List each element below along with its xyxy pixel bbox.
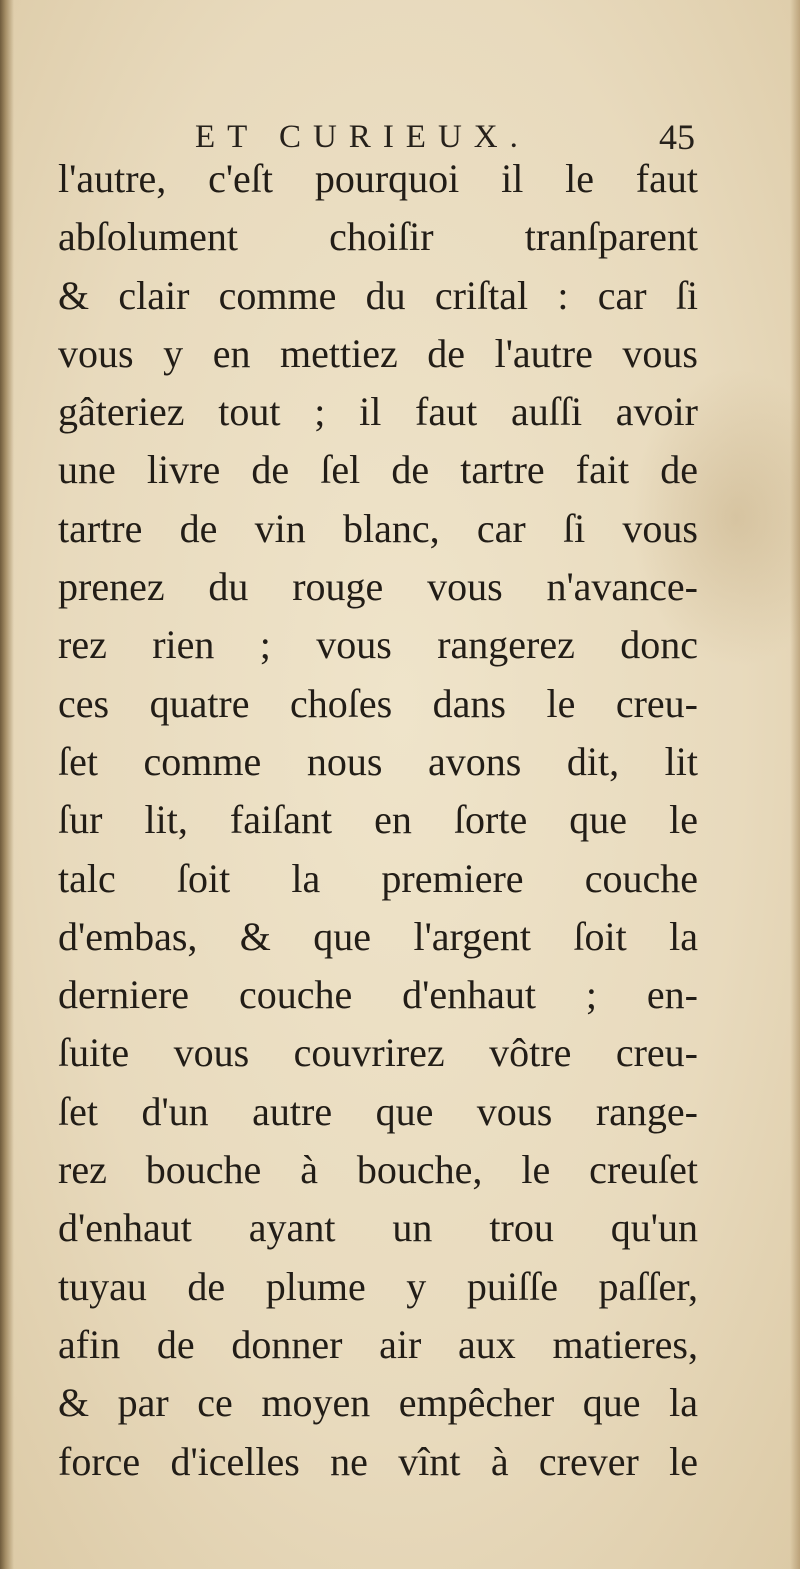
text-line: l'autre, c'eſt pourquoi il le faut — [58, 156, 698, 201]
text-line: afin de donner air aux matieres, — [58, 1321, 698, 1367]
text-line: d'enhaut ayant un trou qu'un — [58, 1205, 698, 1251]
page-gutter — [0, 0, 14, 1569]
page-number: 45 — [659, 117, 695, 157]
text-line: force d'icelles ne vînt à crever le — [58, 1438, 698, 1484]
text-line: ſuite vous couvrirez vôtre creu- — [58, 1030, 698, 1076]
text-line: vous y en mettiez de l'autre vous — [58, 330, 698, 376]
text-line: ſet d'un autre que vous range- — [58, 1088, 698, 1134]
text-line: prenez du rouge vous n'avance- — [58, 564, 698, 610]
text-line: rez rien ; vous rangerez donc — [58, 622, 698, 668]
text-line: une livre de ſel de tartre fait de — [58, 447, 698, 493]
text-line: abſolument choiſir tranſparent — [58, 214, 698, 260]
text-line: ces quatre choſes dans le creu- — [58, 680, 698, 726]
running-title: ET CURIEUX. — [195, 119, 530, 155]
page-edge — [790, 0, 800, 1569]
text-line: gâteriez tout ; il faut auſſi avoir — [58, 389, 698, 435]
text-line: rez bouche à bouche, le creuſet — [58, 1147, 698, 1193]
text-line: ſur lit, faiſant en ſorte que le — [58, 797, 698, 843]
text-line: tartre de vin blanc, car ſi vous — [58, 505, 698, 551]
body-text — [58, 150, 698, 1491]
text-line: derniere couche d'enhaut ; en- — [58, 972, 698, 1018]
text-line: talc ſoit la premiere couche — [58, 855, 698, 901]
text-line: d'embas, & que l'argent ſoit la — [58, 913, 698, 959]
text-line: & par ce moyen empêcher que la — [58, 1380, 698, 1426]
text-line: & clair comme du criſtal : car ſi — [58, 272, 698, 318]
text-line: ſet comme nous avons dit, lit — [58, 738, 698, 784]
text-line: tuyau de plume y puiſſe paſſer, — [58, 1263, 698, 1309]
